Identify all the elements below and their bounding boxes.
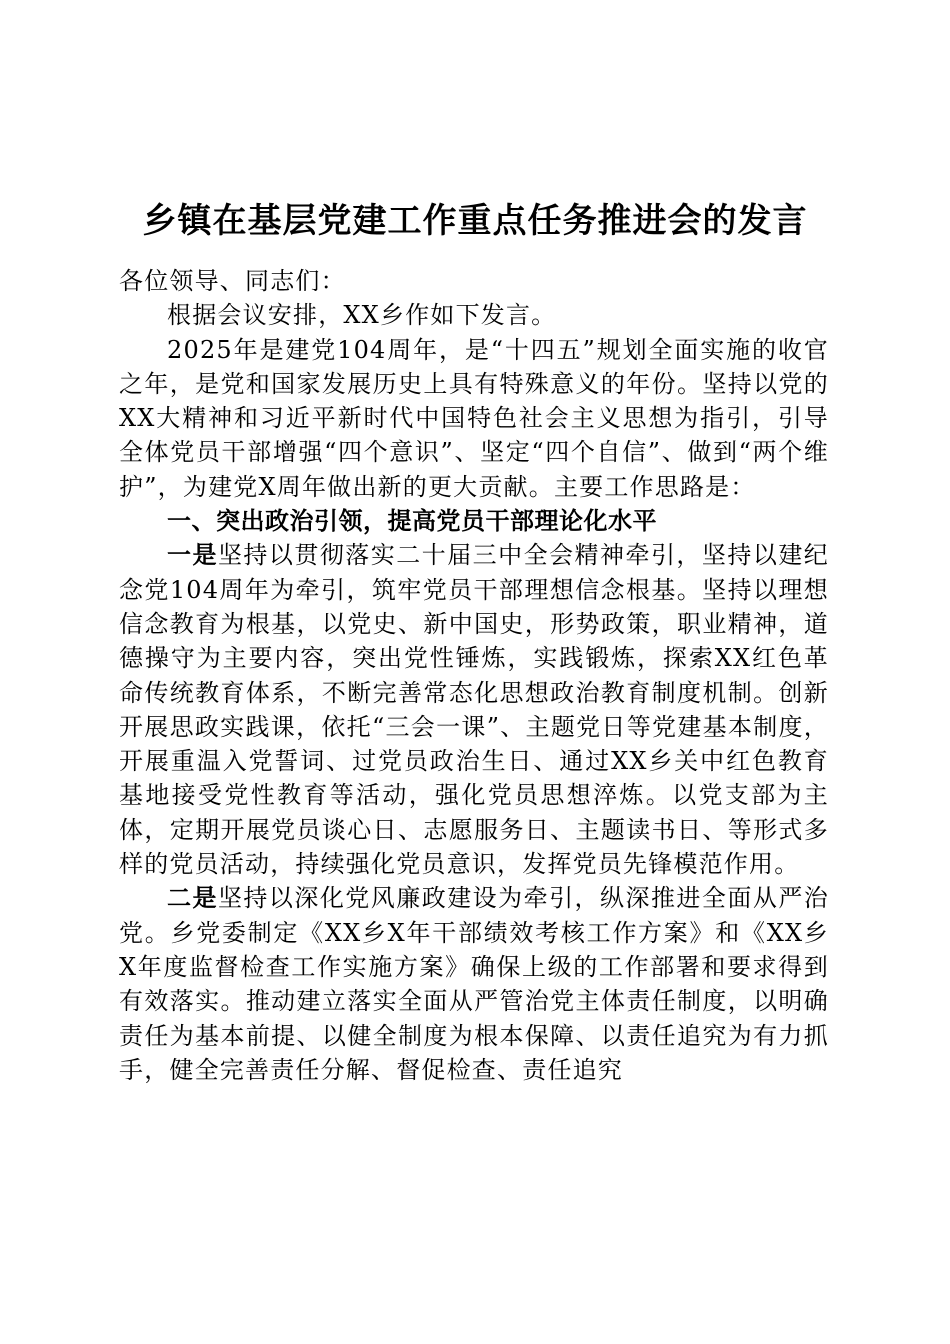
item-lead-1: 一是 — [167, 541, 218, 570]
item-text-2: 坚持以深化党风廉政建设为牵引，纵深推进全面从严治党。乡党委制定《XX乡X年干部绩效考核工作方案》和《XX乡X年度监督检查工作实施方案》确保上级的工作部署和要求得到有效落实。推动建立落实全面从严管治党主体责任制度，以明确责任为基本前提、以健全制度为根本保障、以责任追究为有力抓手，健全完善责任分解、督促检查、责任追究 — [119, 884, 829, 1084]
intro-paragraph: 根据会议安排，XX乡作如下发言。 — [167, 301, 557, 330]
item-paragraph-2 — [119, 881, 829, 1087]
overview-paragraph: 2025年是建党104周年，是“十四五”规划全面实施的收官之年，是党和国家发展历史上具有特殊意义的年份。坚持以党的XX大精神和习近平新时代中国特色社会主义思想为指引，引导全体党员干部增强“四个意识”、坚定“四个自信”、做到“两个维护”，为建党X周年做出新的更大贡献。主要工作思路是： — [119, 335, 829, 501]
section-heading: 一、突出政治引领，提高党员干部理论化水平 — [167, 507, 657, 536]
item-paragraph-1 — [119, 538, 829, 881]
document-body — [119, 264, 829, 1087]
item-lead-2: 二是 — [167, 884, 218, 913]
document-title: 乡镇在基层党建工作重点任务推进会的发言 — [142, 201, 808, 241]
item-text-1: 坚持以贯彻落实二十届三中全会精神牵引，坚持以建纪念党104周年为牵引，筑牢党员干部理想信念根基。坚持以理想信念教育为根基，以党史、新中国史，形势政策，职业精神，道德操守为主要内容，突出党性锤炼，实践锻炼，探索XX红色革命传统教育体系，不断完善常态化思想政治教育制度机制。创新开展思政实践课，依托“三会一课”、主题党日等党建基本制度，开展重温入党誓词、过党员政治生日、通过XX乡关中红色教育基地接受党性教育等活动，强化党员思想淬炼。以党支部为主体，定期开展党员谈心日、志愿服务日、主题读书日、等形式多样的党员活动，持续强化党员意识，发挥党员先锋模范作用。 — [119, 541, 829, 879]
salutation: 各位领导、同志们： — [119, 267, 346, 295]
